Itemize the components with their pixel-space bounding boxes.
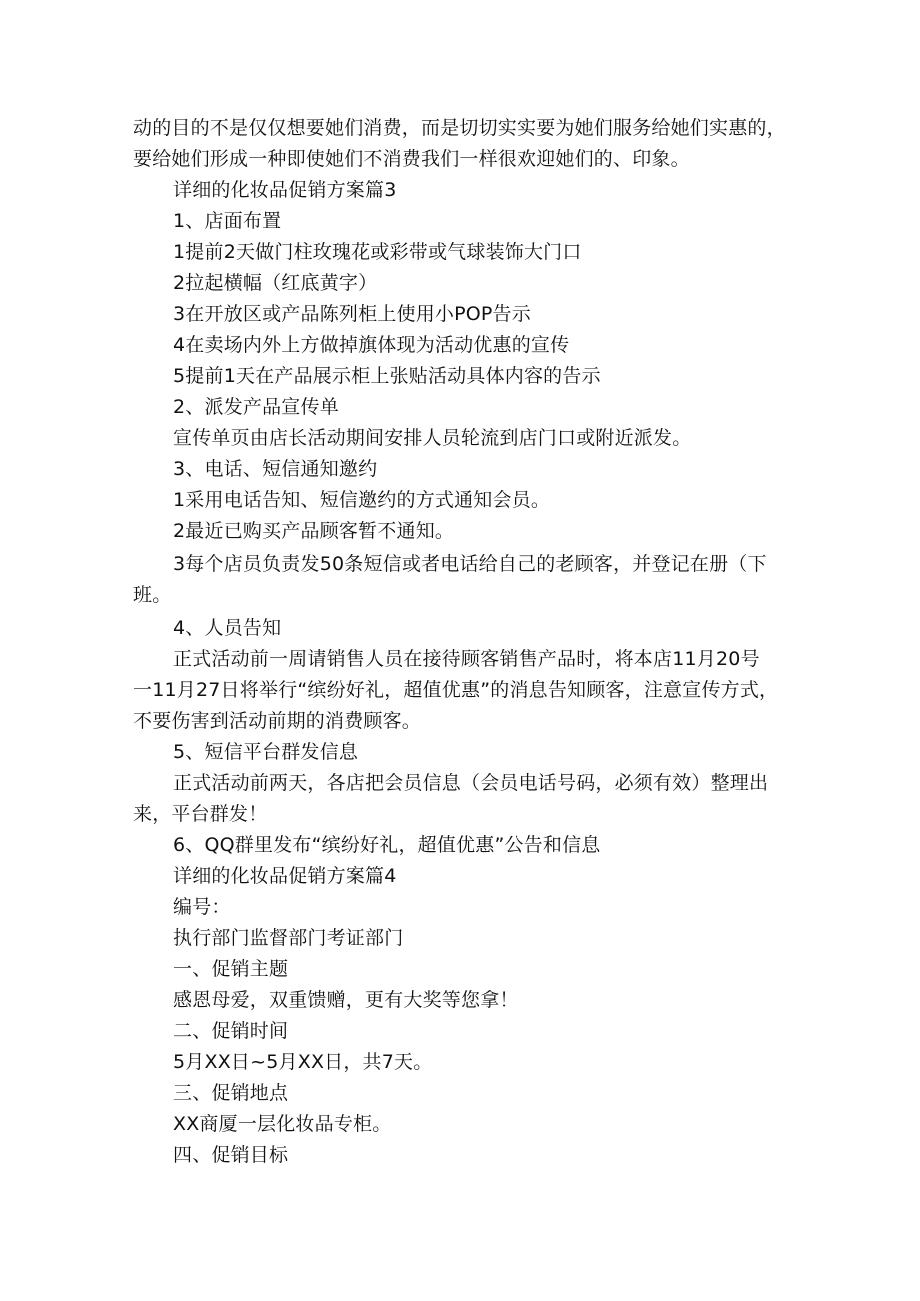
subsection-heading: 4、人员告知: [173, 617, 282, 639]
subsection-heading: 3、电话、短信通知邀约: [173, 458, 378, 480]
subsection-heading: 二、促销时间: [173, 1020, 289, 1042]
list-item: 3每个店员负责发50条短信或者电话给自己的老顾客，并登记在册（下: [173, 553, 767, 575]
section-heading: 详细的化妆品促销方案篇4: [173, 865, 397, 887]
list-item: 2拉起横幅（红底黄字）: [173, 272, 378, 294]
paragraph-line: 一11月27日将举行“缤纷好礼，超值优惠”的消息告知顾客，注意宣传方式，: [133, 679, 779, 701]
subsection-heading: 6、QQ群里发布“缤纷好礼，超值优惠”公告和信息: [173, 834, 601, 856]
list-item: 4在卖场内外上方做掉旗体现为活动优惠的宣传: [173, 334, 570, 356]
paragraph-line: 编号：: [173, 896, 231, 918]
paragraph-line: 要给她们形成一种即使她们不消费我们一样很欢迎她们的、印象。: [133, 148, 690, 170]
paragraph-line: 来，平台群发！: [133, 803, 268, 825]
list-item: 1提前2天做门柱玫瑰花或彩带或气球装饰大门口: [173, 241, 582, 263]
paragraph-line: 感恩母爱，双重馈赠，更有大奖等您拿！: [173, 989, 519, 1011]
list-item: 2最近已购买产品顾客暂不通知。: [173, 520, 455, 542]
list-item: 5提前1天在产品展示柜上张贴活动具体内容的告示: [173, 365, 601, 387]
subsection-heading: 2、派发产品宣传单: [173, 396, 339, 418]
paragraph-line: 班。: [133, 584, 172, 606]
list-item: 1采用电话告知、短信邀约的方式通知会员。: [173, 489, 551, 511]
subsection-heading: 一、促销主题: [173, 958, 289, 980]
paragraph-line: 宣传单页由店长活动期间安排人员轮流到店门口或附近派发。: [173, 427, 692, 449]
subsection-heading: 1、店面布置: [173, 210, 282, 232]
subsection-heading: 5、短信平台群发信息: [173, 741, 359, 763]
paragraph-line: 动的目的不是仅仅想要她们消费，而是切切实实要为她们服务给她们实惠的，: [133, 117, 786, 139]
paragraph-line: 不要伤害到活动前期的消费顾客。: [133, 710, 422, 732]
paragraph-line: 执行部门监督部门考证部门: [173, 927, 404, 949]
subsection-heading: 三、促销地点: [173, 1082, 289, 1104]
paragraph-line: 正式活动前两天，各店把会员信息（会员电话号码，必须有效）整理出: [173, 772, 769, 794]
paragraph-line: 正式活动前一周请销售人员在接待顾客销售产品时，将本店11月20号: [173, 648, 760, 670]
paragraph-line: XX商厦一层化妆品专柜。: [173, 1113, 392, 1135]
section-heading: 详细的化妆品促销方案篇3: [173, 179, 397, 201]
list-item: 3在开放区或产品陈列柜上使用小POP告示: [173, 303, 531, 325]
paragraph-line: 5月XX日~5月XX日，共7天。: [173, 1051, 433, 1073]
subsection-heading: 四、促销目标: [173, 1144, 289, 1166]
